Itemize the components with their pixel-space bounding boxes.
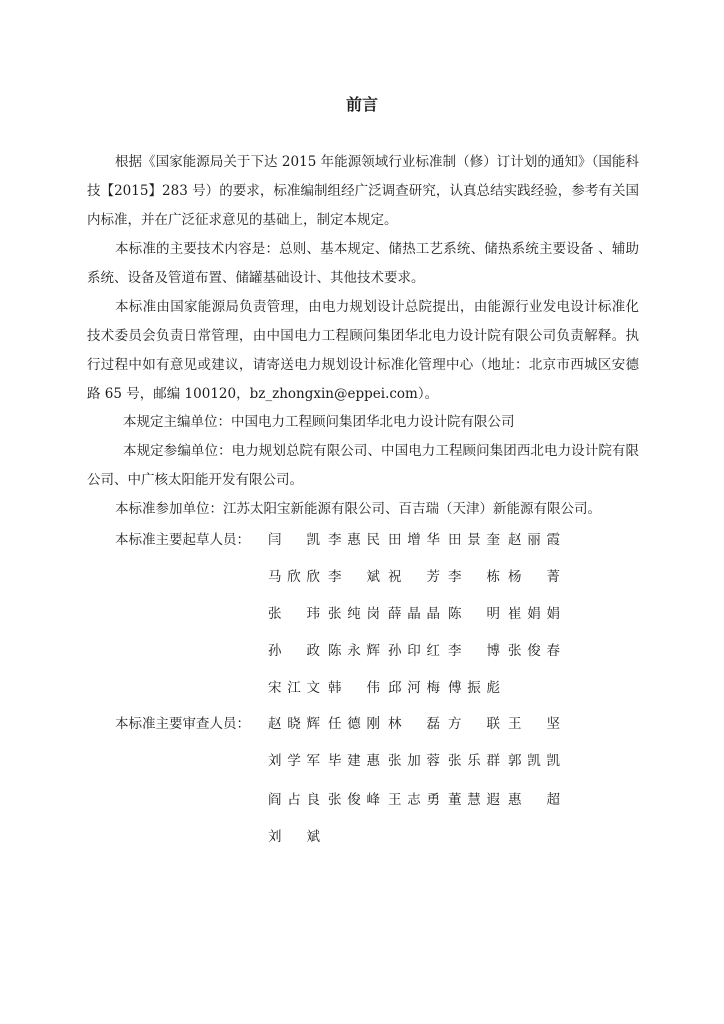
person-name: 宋江文 xyxy=(268,680,320,696)
person-name: 孙印红 xyxy=(388,643,440,659)
drafters-label: 本标准主要起草人员： xyxy=(115,532,250,548)
person-name: 张俊峰 xyxy=(328,792,380,808)
person-name: 赵丽霞 xyxy=(508,532,560,548)
person-name: 孙政 xyxy=(268,643,320,659)
person-name: 王志勇 xyxy=(388,792,440,808)
person-name: 刘斌 xyxy=(268,829,320,845)
person-name: 崔娟娟 xyxy=(508,606,560,622)
intro-paragraph: 根据《国家能源局关于下达 2015 年能源领域行业标准制（修）订计划的通知》（国能科技【2015】283 号）的要求，标准编制组经广泛调查研究，认真总结实践经验，参考有关国内标准，并在广泛征求意见的基础上，制定本规定。 xyxy=(87,154,639,228)
person-name: 李斌 xyxy=(328,569,380,585)
person-name: 祝芳 xyxy=(388,569,440,585)
participating-units: 本标准参加单位：江苏太阳宝新能源有限公司、百吉瑞（天津）新能源有限公司。 xyxy=(115,501,601,517)
person-name: 田景奎 xyxy=(448,532,500,548)
chief-editor-unit: 本规定主编单位：中国电力工程顾问集团华北电力设计院有限公司 xyxy=(123,414,515,430)
person-name: 张俊春 xyxy=(508,643,560,659)
person-name: 毕建惠 xyxy=(328,753,380,769)
person-name: 邱河梅 xyxy=(388,680,440,696)
management-paragraph: 本标准由国家能源局负责管理，由电力规划设计总院提出，由能源行业发电设计标准化技术委员会负责日常管理，由中国电力工程顾问集团华北电力设计院有限公司负责解释。执行过程中如有意见或建议，请寄送电力规划设计标准化管理中心（地址：北京市西城区安德路 65 号，邮编 100120，bz_zhongxin@eppei.com）。 xyxy=(87,299,639,402)
person-name: 刘学军 xyxy=(268,753,320,769)
person-name: 张纯岗 xyxy=(328,606,380,622)
person-name: 张加蓉 xyxy=(388,753,440,769)
person-name: 郭凯凯 xyxy=(508,753,560,769)
person-name: 杨菁 xyxy=(508,569,560,585)
person-name: 陈永辉 xyxy=(328,643,380,659)
person-name: 李惠民 xyxy=(328,532,380,548)
person-name: 张乐群 xyxy=(448,753,500,769)
person-name: 薛晶晶 xyxy=(388,606,440,622)
person-name: 陈明 xyxy=(448,606,500,622)
person-name: 方联 xyxy=(448,716,500,732)
person-name: 闫凯 xyxy=(268,532,320,548)
person-name: 傅振彪 xyxy=(448,680,500,696)
person-name: 惠超 xyxy=(508,792,560,808)
technical-content-paragraph: 本标准的主要技术内容是：总则、基本规定、储热工艺系统、储热系统主要设备 、辅助系统、设备及管道布置、储罐基础设计、其他技术要求。 xyxy=(87,241,639,286)
person-name: 韩伟 xyxy=(328,680,380,696)
person-name: 马欣欣 xyxy=(268,569,320,585)
person-name: 李博 xyxy=(448,643,500,659)
person-name: 李栋 xyxy=(448,569,500,585)
person-name: 董慧遐 xyxy=(448,792,500,808)
person-name: 田增华 xyxy=(388,532,440,548)
participating-editor-units: 本规定参编单位：电力规划总院有限公司、中国电力工程顾问集团西北电力设计院有限公司、中广核太阳能开发有限公司。 xyxy=(87,443,639,488)
person-name: 阎占良 xyxy=(268,792,320,808)
person-name: 林磊 xyxy=(388,716,440,732)
person-name: 王坚 xyxy=(508,716,560,732)
person-name: 任德刚 xyxy=(328,716,380,732)
person-name: 赵晓辉 xyxy=(268,716,320,732)
reviewers-label: 本标准主要审查人员： xyxy=(115,716,250,732)
page-title: 前言 xyxy=(345,95,378,114)
person-name: 张玮 xyxy=(268,606,320,622)
